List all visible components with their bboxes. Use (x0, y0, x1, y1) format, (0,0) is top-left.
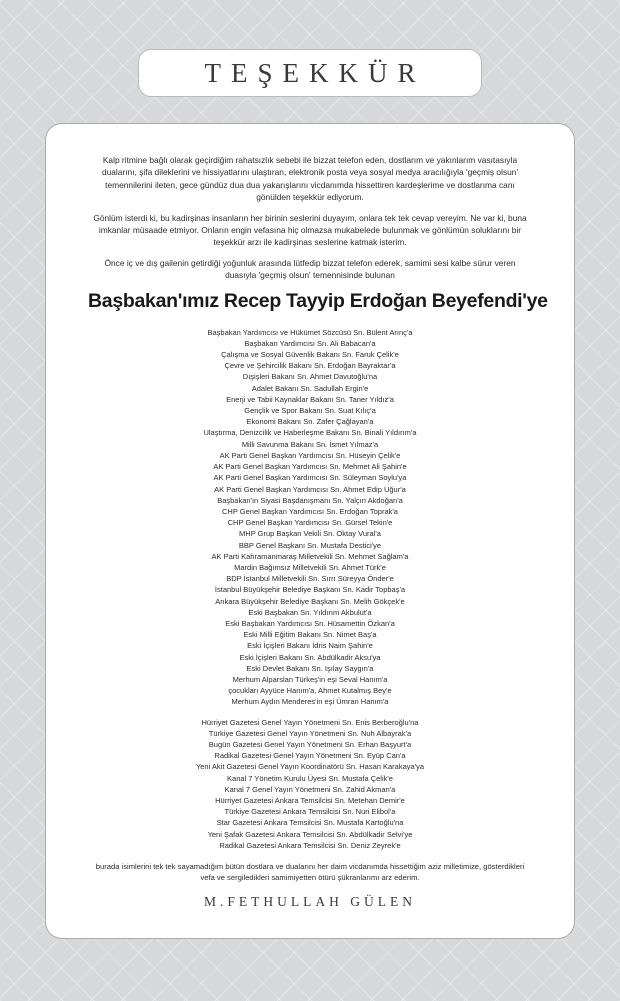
list-item: çocukları Ayyüce Hanım'a, Ahmet Kutalmış Bey'e (228, 686, 392, 696)
list-gap (88, 708, 532, 717)
list-item: Ulaştırma, Denizcilik ve Haberleşme Bakanı Sn. Binali Yıldırım'a (203, 428, 417, 438)
list-item: Hürriyet Gazetesi Ankara Temsilcisi Sn. Metehan Demir'e (215, 795, 405, 805)
list-item: Eski İçişleri Bakanı Sn. Abdülkadir Aksu'ya (239, 652, 381, 662)
list-item: Milli Savunma Bakanı Sn. İsmet Yılmaz'a (241, 439, 379, 449)
list-item: AK Parti Genel Başkan Yardımcısı Sn. Süleyman Soylu'ya (213, 473, 407, 483)
signature: M.FETHULLAH GÜLEN (204, 893, 416, 909)
list-item: Eski Devlet Bakanı Sn. Işılay Saygın'a (246, 663, 374, 673)
officials-list (88, 327, 532, 708)
closing-paragraph: burada isimlerini tek tek sayamadığım bütün dostlara ve dualarını her daim vicdanımda hissettiğim aziz milletimize, gösterdikleri vefa ve sergiledikleri samimiyetten ötürü şükranlarımı arz ederim. (95, 862, 525, 883)
list-item: Kanal 7 Yönetim Kurulu Üyesi Sn. Mustafa Çelik'e (227, 773, 393, 783)
list-item: Hürriyet Gazetesi Genel Yayın Yönetmeni Sn. Enis Berberoğlu'na (201, 717, 419, 727)
list-item: CHP Genel Başkan Yardımcısı Sn. Erdoğan Toprak'a (222, 506, 398, 516)
press-list (88, 717, 532, 851)
list-item: Başbakan Yardımcısı Sn. Ali Babacan'a (244, 338, 376, 348)
list-item: Adalet Bakanı Sn. Sadullah Ergin'e (251, 383, 369, 393)
title-banner (139, 50, 481, 96)
list-item: Eski Milli Eğitim Bakanı Sn. Nimet Baş'a (243, 630, 377, 640)
intro-paragraph: Kalp ritmine bağlı olarak geçirdiğim rahatsızlık sebebi ile bizzat telefon eden, dostlarım ve yakınlarım vasıtasıyla dualarını, şifa dileklerini ve hissiyatlarını ulaştıran, elektronik posta veya sosyal medya aracılığıyla 'geçmiş olsun' temennilerini ileten, gece gündüz dua dua yakarışlarını vicdanımda hissettiren kardeşlerime ve dostlarıma canı gönülden teşekkür ediyorum. (101, 155, 519, 203)
list-item: Bugün Gazetesi Genel Yayın Yönetmeni Sn. Erhan Başyurt'a (208, 739, 412, 749)
list-item: AK Parti Genel Başkan Yardımcısı Sn. Mehmet Ali Şahin'e (213, 462, 407, 472)
list-item: Yeni Akit Gazetesi Genel Yayın Koordinatörü Sn. Hasan Karakaya'ya (195, 762, 425, 772)
page-title: TEŞEKKÜR (204, 57, 426, 88)
letter-panel (46, 124, 574, 938)
list-item: Merhum Alparslan Türkeş'in eşi Seval Hanım'a (232, 674, 388, 684)
lead-paragraph: Önce iç ve dış gailenin getirdiği yoğunluk arasında lütfedip bizzat telefon ederek, samimi sesi kalbe sürur veren duasıyla 'geçmiş olsun' temennisinde bulunan (104, 257, 516, 281)
list-item: Kanal 7 Genel Yayın Yönetmeni Sn. Zahid Akman'a (224, 784, 396, 794)
list-item: Radikal Gazetesi Genel Yayın Yönetmeni Sn. Eyüp Can'a (214, 751, 406, 761)
list-item: İstanbul Büyükşehir Belediye Başkanı Sn. Kadir Topbaş'a (214, 585, 406, 595)
list-item: Gençlik ve Spor Bakanı Sn. Suat Kılıç'a (244, 406, 376, 416)
list-item: AK Parti Genel Başkan Yardımcısı Sn. Hüseyin Çelik'e (219, 450, 401, 460)
headline: Başbakan'ımız Recep Tayyip Erdoğan Beyefendi'ye (88, 289, 548, 312)
list-item: Mardin Bağımsız Milletvekili Sn. Ahmet Türk'e (234, 562, 386, 572)
list-item: AK Parti Kahramanmaraş Milletvekili Sn. Mehmet Sağlam'a (211, 551, 409, 561)
wish-paragraph: Gönlüm isterdi ki, bu kadirşinas insanların her birinin seslerini duyayım, onlara tek tek cevap vereyim. Ne var ki, buna imkanlar müsaade etmiyor. Onların engin vefasına hiç olmazsa mukabelede bulunmak ve gönlümün soluklarını bir teşekkür arzı ile kadirşinas seslerine katmak isterim. (93, 212, 527, 248)
list-item: Merhum Aydın Menderes'in eşi Ümran Hanım'a (231, 697, 389, 707)
list-item: CHP Genel Başkan Yardımcısı Sn. Gürsel Tekin'e (227, 518, 393, 528)
list-item: Dışişleri Bakanı Sn. Ahmet Davutoğlu'na (242, 372, 378, 382)
list-item: Ankara Büyükşehir Belediye Başkanı Sn. Melih Gökçek'e (215, 596, 405, 606)
list-item: Başbakan Yardımcısı ve Hükümet Sözcüsü Sn. Bülent Arınç'a (207, 327, 413, 337)
list-item: BDP İstanbul Milletvekili Sn. Sırrı Süreyya Önder'e (226, 574, 394, 584)
list-item: Radikal Gazetesi Ankara Temsilcisi Sn. Deniz Zeyrek'e (219, 840, 401, 850)
list-item: Star Gazetesi Ankara Temsilcisi Sn. Mustafa Kartoğlu'na (216, 818, 404, 828)
list-item: BBP Genel Başkanı Sn. Mustafa Destici'ye (238, 540, 382, 550)
list-item: Ekonomi Bakanı Sn. Zafer Çağlayan'a (246, 417, 374, 427)
list-item: AK Parti Genel Başkan Yardımcısı Sn. Ahmet Edip Uğur'a (214, 484, 406, 494)
list-item: Başbakan'ın Siyasi Başdanışmanı Sn. Yalçın Akdoğan'a (217, 495, 403, 505)
list-item: Türkiye Gazetesi Genel Yayın Yönetmeni Sn. Nuh Albayrak'a (208, 728, 412, 738)
list-item: Yeni Şafak Gazetesi Ankara Temsilcisi Sn. Abdülkadir Selvi'ye (207, 829, 413, 839)
list-item: Eski Başbakan Sn. Yıldırım Akbulut'a (248, 607, 372, 617)
list-item: Çalışma ve Sosyal Güvenlik Bakanı Sn. Faruk Çelik'e (221, 350, 399, 360)
list-item: Eski İçişleri Bakanı İdris Naim Şahin'e (247, 641, 373, 651)
list-item: Çevre ve Şehircilik Bakanı Sn. Erdoğan Bayraktar'a (224, 361, 396, 371)
list-item: Enerji ve Tabii Kaynaklar Bakanı Sn. Taner Yıldız'a (226, 394, 394, 404)
list-item: MHP Grup Başkan Vekili Sn. Oktay Vural'a (239, 529, 381, 539)
list-item: Türkiye Gazetesi Ankara Temsilcisi Sn. Nuri Elibol'a (224, 807, 396, 817)
list-item: Eski Başbakan Yardımcısı Sn. Hüsamettin Özkan'a (225, 618, 395, 628)
